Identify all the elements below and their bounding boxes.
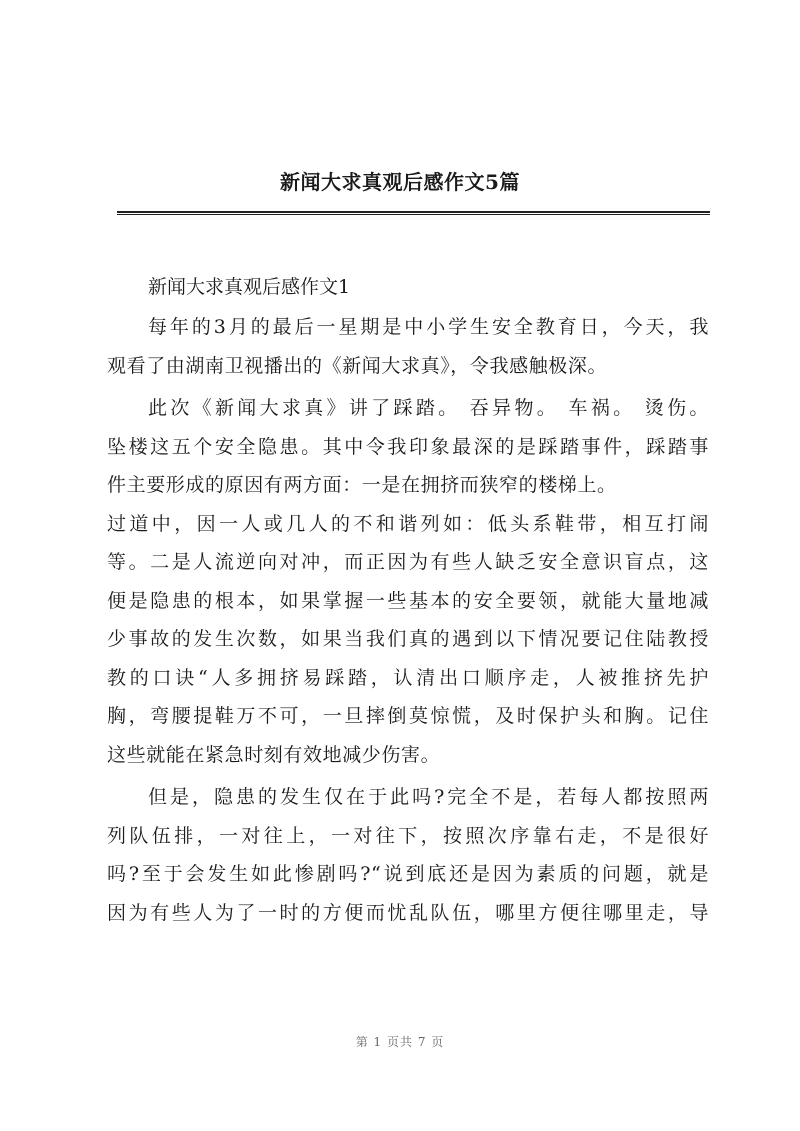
paragraph-line: 因为有些人为了一时的方便而忧乱队伍，哪里方便往哪里走，导 [107,901,709,924]
paragraph-line: 吗?至于会发生如此惨剧吗?“说到底还是因为素质的问题，就是 [107,863,709,885]
paragraph-line: 便是隐患的根本，如果掌握一些基本的安全要领，就能大量地减 [107,589,709,612]
page-number-footer: 第 1 页共 7 页 [355,1035,445,1049]
paragraph-line: 每年的3月的最后一星期是中小学生安全教育日，今天，我 [148,316,709,338]
paragraph-line: 胸，弯腰提鞋万不可，一旦摔倒莫惊慌，及时保护头和胸。记住 [107,705,709,727]
page-title: 新闻大求真观后感作文5篇 [280,170,520,194]
title-divider [117,211,710,215]
paragraph-line: 但是，隐患的发生仅在于此吗?完全不是，若每人都按照两 [148,786,709,808]
paragraph-line: 过道中，因一人或几人的不和谐列如：低头系鞋带，相互打闹 [107,512,709,535]
document-body [107,268,709,932]
paragraph-line: 列队伍排，一对往上，一对往下，按照次序靠右走，不是很好 [107,824,709,847]
paragraph-line: 教的口诀“人多拥挤易踩踏，认清出口顺序走，人被推挤先护 [107,666,709,689]
paragraph-1 [107,308,709,385]
paragraph-3 [107,778,709,932]
paragraph-line: 件主要形成的原因有两方面：一是在拥挤而狭窄的楼梯上。 [107,474,617,496]
paragraph-line: 此次《新闻大求真》讲了踩踏。 吞异物。 车祸。 烫伤。 [148,397,709,419]
paragraph-line: 等。二是人流逆向对冲，而正因为有些人缺乏安全意识盲点，这 [107,551,709,573]
section-heading: 新闻大求真观后感作文1 [148,276,351,298]
paragraph-line: 这些就能在紧急时刻有效地减少伤害。 [107,743,441,766]
paragraph-line: 观看了由湖南卫视播出的《新闻大求真》，令我感触极深。 [107,354,608,377]
paragraph-2 [107,389,709,774]
paragraph-line: 少事故的发生次数，如果当我们真的遇到以下情况要记住陆教授 [107,628,709,650]
paragraph-line: 坠楼这五个安全隐患。其中令我印象最深的是踩踏事件，踩踏事 [107,435,709,458]
